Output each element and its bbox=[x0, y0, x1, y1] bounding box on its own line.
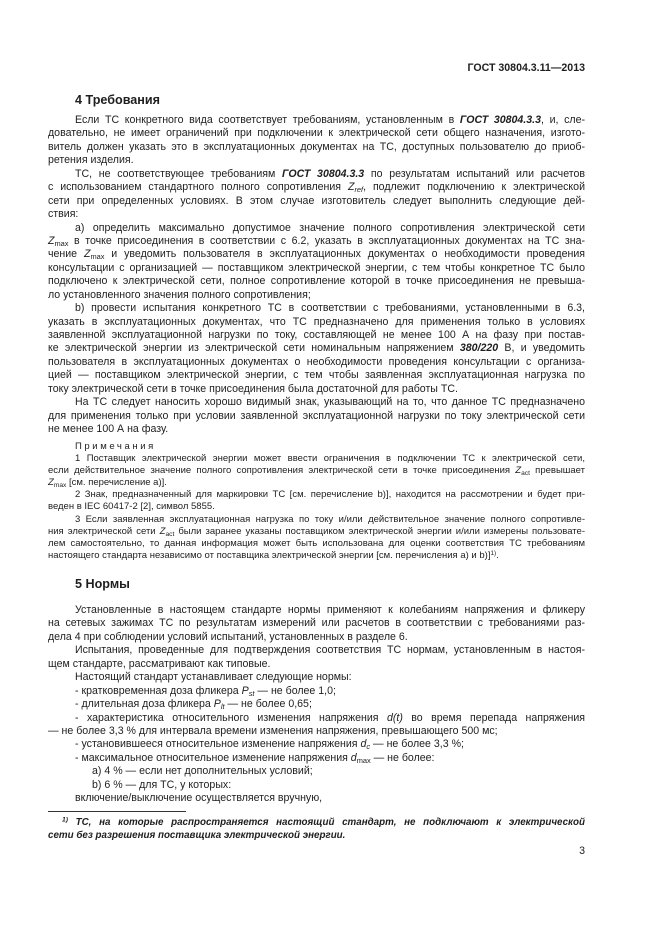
line-text: консультации с организацией — поставщиком электрической энергии, с тем чтобы конкретное ТС было bbox=[48, 261, 585, 274]
line-text bbox=[75, 168, 585, 181]
paragraph-line bbox=[48, 141, 585, 154]
note-line bbox=[48, 453, 585, 465]
line-text bbox=[48, 477, 167, 489]
line-text: не менее 100 А на фазу. bbox=[48, 423, 169, 436]
line-text: Испытания, проведенные для подтверждения соответствия ТС нормам, установленным в настоя- bbox=[75, 644, 585, 657]
paragraph-line bbox=[48, 342, 585, 355]
line-text bbox=[75, 114, 585, 127]
footnote-line bbox=[48, 829, 585, 842]
line-text bbox=[62, 816, 585, 829]
section-5-heading: 5 Нормы bbox=[75, 577, 130, 591]
text-run: — не более: bbox=[370, 751, 435, 764]
sub-list-item bbox=[48, 765, 585, 778]
line-text: подключено к электрической сети, полное сопротивление которой в точке присоединения не превыша- bbox=[48, 275, 585, 288]
paragraph-line bbox=[48, 248, 585, 261]
note-line bbox=[48, 514, 585, 526]
section-5-body bbox=[48, 604, 585, 806]
line-text: а) 4 % — если нет дополнительных условий; bbox=[92, 765, 313, 778]
symbol-z: Z bbox=[48, 477, 54, 489]
line-text: — не более 3,3 % для интервала времени изменения напряжения, превышающего 500 мс; bbox=[48, 724, 498, 737]
notes-block bbox=[48, 441, 585, 562]
list-item-b-line bbox=[48, 302, 585, 315]
norm-list-item bbox=[48, 685, 585, 698]
line-text: витель должен указать это в эксплуатационных документах на ТС, доступных пользователю до приоб- bbox=[48, 140, 585, 153]
line-text: ствия: bbox=[48, 208, 79, 221]
line-text: 2 Знак, предназначенный для маркировки ТС [см. перечисление b)], находится на рассмотрении и будет при- bbox=[75, 489, 585, 501]
paragraph-line bbox=[48, 631, 585, 644]
line-text bbox=[48, 235, 585, 248]
paragraph-line bbox=[48, 658, 585, 671]
footnote-line bbox=[48, 816, 585, 829]
section-4-body bbox=[48, 114, 585, 437]
paragraph-line bbox=[48, 316, 585, 329]
text-run: ТС, на которые распространяется настоящий стандарт, не подключают к электрической bbox=[67, 817, 585, 828]
paragraph-line bbox=[48, 329, 585, 342]
text-run: - кратковременная доза фликера bbox=[75, 684, 242, 697]
text-run: В, и уведомить bbox=[498, 342, 585, 355]
list-item-a-line bbox=[48, 222, 585, 235]
line-text: на сетевых зажимах ТС по результатам измерений или расчетов в соответствии с требованиями раз- bbox=[48, 617, 585, 630]
subscript: max bbox=[53, 482, 67, 490]
line-text: пользователя в эксплуатационных документах о необходимости проведения консультации с организа- bbox=[48, 355, 585, 368]
line-text: b) провести испытания конкретного ТС в соответствии с требованиями, установленными в 6.3, bbox=[75, 302, 585, 315]
line-text: для применения только при условии заявленной эксплуатационной нагрузки по току электрической сети bbox=[48, 409, 585, 422]
line-text: Установленные в настоящем стандарте нормы применяют к колебаниям напряжения и фликеру bbox=[75, 604, 585, 616]
text-run: ния электрической сети bbox=[48, 525, 160, 537]
paragraph-line bbox=[48, 195, 585, 208]
text-run: - длительная доза фликера bbox=[75, 698, 214, 711]
text-run: — не более 0,65; bbox=[224, 698, 312, 711]
line-text: щем стандарте, рассматривают как типовые. bbox=[48, 657, 271, 670]
line-text bbox=[48, 181, 585, 194]
text-run: во время перепада напряжения bbox=[402, 711, 585, 724]
paragraph-line bbox=[48, 423, 585, 436]
text-run: - установившееся относительное изменение напряжения bbox=[75, 738, 361, 751]
symbol-p: P bbox=[241, 684, 249, 697]
page-number: 3 bbox=[579, 845, 585, 857]
norm-list-item bbox=[48, 752, 585, 765]
paragraph-line bbox=[48, 383, 585, 396]
line-text: 3 Если заявленная эксплуатационная нагрузка по току и/или действительное значение полного сопротивле- bbox=[75, 513, 585, 525]
line-text bbox=[75, 752, 435, 765]
text-run: чение bbox=[48, 248, 84, 261]
line-text: довательно, не имеет ограничений при подключении к электрической сети общего назначения, изгото- bbox=[48, 127, 585, 140]
text-run: в точке присоединения в соответствии с 6.2, указать в эксплуатационных документах на ТС зна- bbox=[68, 234, 585, 247]
subscript: act bbox=[165, 530, 175, 538]
paragraph-line bbox=[48, 396, 585, 409]
paragraph-line bbox=[48, 289, 585, 302]
norm-list-item bbox=[48, 698, 585, 711]
sub-list-item bbox=[48, 779, 585, 792]
text-run: по результатам испытаний или расчетов bbox=[364, 167, 585, 180]
text-run: — не более 3,3 %; bbox=[370, 738, 464, 751]
symbol-z: Z bbox=[159, 525, 166, 537]
note-line bbox=[48, 538, 585, 550]
paragraph-line bbox=[48, 154, 585, 167]
notes-label-line bbox=[48, 441, 585, 453]
line-text bbox=[75, 685, 336, 698]
text-run: [см. перечисление а)]. bbox=[66, 477, 167, 489]
text-run: если действительное значение полного сопротивления электрической сети в точке присоединения bbox=[48, 465, 516, 477]
line-text: лем самостоятельно, то данная информация может быть использована для оценки соответствия ТС требованиям bbox=[48, 537, 585, 549]
text-run: превышает bbox=[529, 465, 585, 477]
line-text bbox=[48, 342, 585, 355]
line-text bbox=[48, 526, 585, 538]
line-text: На ТС следует наносить хорошо видимый знак, указывающий на то, что данное ТС предназначено bbox=[75, 396, 585, 409]
paragraph-line bbox=[48, 644, 585, 657]
paragraph-line bbox=[48, 369, 585, 382]
standard-reference: ГОСТ 30804.3.3 bbox=[282, 167, 365, 180]
notes-label: Примечания bbox=[75, 441, 156, 452]
paragraph-line bbox=[48, 127, 585, 140]
subscript: c bbox=[366, 742, 371, 752]
paragraph-line bbox=[48, 168, 585, 181]
subscript: st bbox=[248, 688, 255, 698]
subscript: max bbox=[54, 239, 69, 249]
line-text: сети при определенных условиях. В этом случае изготовитель следует выполнить следующие дей- bbox=[48, 194, 585, 207]
paragraph-line bbox=[48, 235, 585, 248]
subscript: max bbox=[90, 252, 105, 262]
line-text bbox=[75, 738, 464, 751]
note-line bbox=[48, 526, 585, 538]
paragraph-line bbox=[48, 181, 585, 194]
note-line bbox=[48, 465, 585, 477]
line-text bbox=[48, 550, 499, 562]
paragraph-line bbox=[48, 275, 585, 288]
line-text: а) определить максимально допустимое значение полного сопротивления электрической сети bbox=[75, 221, 585, 234]
note-line bbox=[48, 501, 585, 513]
text-run: настоящего стандарта независимо от поставщика электрической энергии [см. перечисления а) и b)] bbox=[48, 549, 491, 561]
paragraph-line bbox=[48, 114, 585, 127]
paragraph-line bbox=[48, 617, 585, 630]
text-run: - характеристика относительного изменения напряжения bbox=[75, 711, 387, 724]
footnote-ref: 1) bbox=[490, 549, 497, 557]
symbol-z: Z bbox=[515, 465, 522, 477]
text-run: , и, сле- bbox=[540, 114, 585, 126]
line-text bbox=[48, 465, 585, 477]
text-run: были заранее указаны поставщиком электрической энергии и/или измерены пользовате- bbox=[174, 525, 585, 537]
text-run: - максимальное относительное изменение напряжения bbox=[75, 751, 351, 764]
symbol-p: P bbox=[213, 698, 221, 711]
line-text: ло установленного значения полного сопротивления; bbox=[48, 288, 311, 301]
voltage-value: 380/220 bbox=[459, 342, 499, 355]
text-run: с использованием стандартного полного сопротивления bbox=[48, 181, 348, 194]
line-text bbox=[75, 712, 585, 725]
line-text: цией — поставщиком электрической энергии, с тем чтобы заявленная эксплуатационная нагрузка по bbox=[48, 369, 585, 382]
document-code-header: ГОСТ 30804.3.11—2013 bbox=[467, 62, 585, 74]
paragraph-line bbox=[48, 356, 585, 369]
paragraph-line bbox=[48, 792, 585, 805]
text-run: — не более 1,0; bbox=[254, 684, 336, 697]
norm-list-item bbox=[48, 738, 585, 751]
line-text: включение/выключение осуществляется вручную, bbox=[75, 792, 323, 805]
subscript: act bbox=[521, 470, 530, 478]
symbol-d-of-t: d(t) bbox=[386, 711, 403, 724]
paragraph-line bbox=[48, 604, 585, 617]
note-line bbox=[48, 477, 585, 489]
standard-reference: ГОСТ 30804.3.3 bbox=[459, 114, 541, 126]
note-line bbox=[48, 489, 585, 501]
line-text bbox=[48, 248, 585, 261]
paragraph-line bbox=[48, 671, 585, 684]
line-text: заявленной эксплуатационной нагрузки по току, составляющей не менее 100 А на фазу при постав- bbox=[48, 329, 585, 341]
line-text: указать в эксплуатационных документах, что ТС предназначено для применения только в условиях bbox=[48, 315, 585, 328]
text-run: , подлежит подключению к электрической bbox=[363, 181, 585, 194]
paragraph-line bbox=[48, 410, 585, 423]
norm-list-item bbox=[48, 712, 585, 725]
line-text: веден в IEC 60417-2 [2], символ 5855. bbox=[48, 501, 215, 513]
line-text: дела 4 при соблюдении условий испытаний, установленных в разделе 6. bbox=[48, 630, 408, 643]
subscript: lt bbox=[220, 702, 225, 712]
symbol-d: d bbox=[360, 738, 367, 751]
text-run: ТС, не соответствующее требованиям bbox=[75, 167, 283, 180]
line-text bbox=[75, 698, 312, 711]
line-text: сети без разрешения поставщика электрической энергии. bbox=[48, 830, 346, 841]
text-run: ке электрической энергии из электрической сети номинальным напряжением bbox=[48, 342, 460, 355]
line-text: Настоящий стандарт устанавливает следующие нормы: bbox=[75, 671, 352, 684]
line-text: b) 6 % — для ТС, у которых: bbox=[92, 778, 232, 791]
line-text: ретения изделия. bbox=[48, 154, 134, 167]
subscript: ref bbox=[354, 185, 364, 195]
symbol-z: Z bbox=[83, 248, 91, 261]
symbol-z: Z bbox=[48, 234, 55, 247]
paragraph-line bbox=[48, 208, 585, 221]
footnote-block bbox=[48, 816, 585, 842]
footnote-separator bbox=[48, 811, 186, 812]
text-run: Если ТС конкретного вида соответствует требованиям, установленным в bbox=[75, 114, 460, 126]
text-run: . bbox=[496, 549, 499, 561]
footnote-marker: 1) bbox=[62, 816, 68, 824]
symbol-z: Z bbox=[347, 181, 355, 194]
paragraph-line bbox=[48, 262, 585, 275]
line-text: току электрической сети в точке присоединения была достаточной для работы ТС. bbox=[48, 382, 458, 395]
symbol-d: d bbox=[350, 751, 357, 764]
section-4-heading: 4 Требования bbox=[75, 93, 160, 107]
line-text: 1 Поставщик электрической энергии может ввести ограничения в подключении ТС к электрической сети, bbox=[75, 453, 585, 465]
subscript: max bbox=[356, 756, 371, 766]
text-run: и уведомить пользователя в эксплуатационных документах о необходимости проведения bbox=[104, 248, 585, 261]
note-line bbox=[48, 550, 585, 562]
paragraph-line bbox=[48, 725, 585, 738]
